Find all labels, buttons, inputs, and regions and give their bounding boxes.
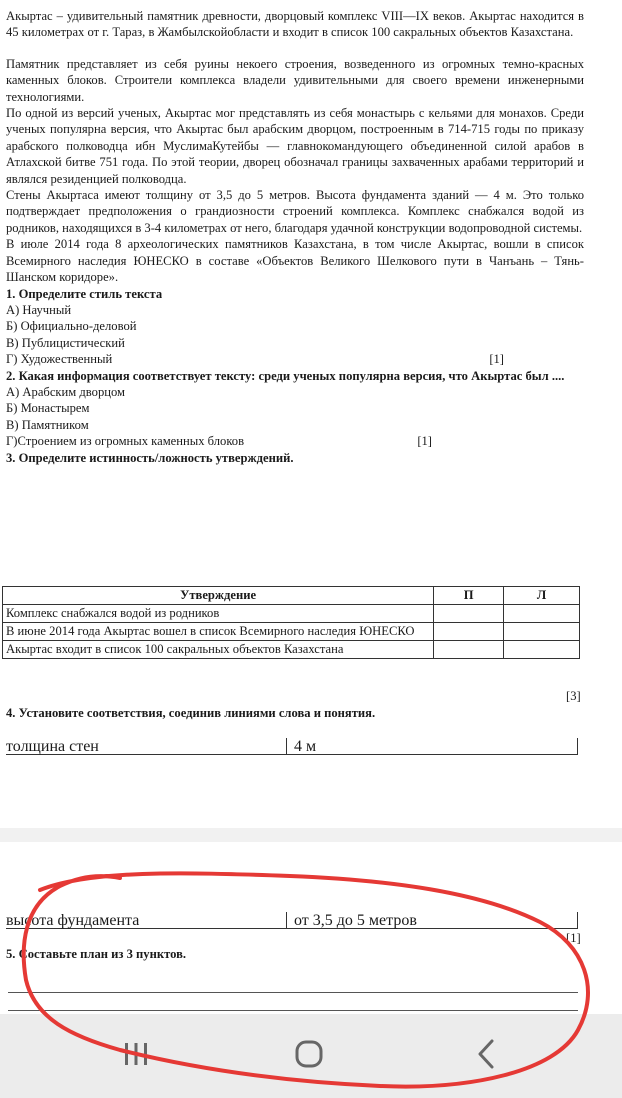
match-row-1 (6, 738, 578, 755)
table-row (3, 605, 580, 623)
match-row-2 (6, 912, 578, 929)
match-row-end (577, 912, 578, 928)
q1-option-c: В) Публицистический (6, 335, 125, 350)
q2-option-d: Г)Строением из огромных каменных блоков (6, 434, 245, 449)
plan-answer-line (8, 992, 578, 993)
home-icon (293, 1038, 325, 1070)
q1-option-a: А) Научный (6, 302, 72, 317)
header-statement: Утверждение (3, 587, 434, 605)
recents-button[interactable] (106, 1034, 166, 1074)
q1-last-row (6, 351, 584, 367)
true-false-table (2, 586, 580, 659)
header-false: Л (504, 587, 580, 605)
q2-last-row (6, 433, 584, 449)
question-4-title: 4. Установите соответствия, соединив линиями слова и понятия. (6, 706, 376, 720)
match-row-end (577, 738, 578, 754)
android-nav-bar (0, 1014, 622, 1098)
question-2-title: 2. Какая информация соответствует тексту: среди ученых популярна версия, что Акыртас был .... (6, 368, 565, 383)
statement-cell: В июне 2014 года Акыртас вошел в список Всемирного наследия ЮНЕСКО (3, 623, 434, 641)
table-row (3, 641, 580, 659)
match-right-2: от 3,5 до 5 метров (294, 912, 417, 929)
paragraph-1: Акыртас – удивительный памятник древности, дворцовый комплекс VIII—IX веков. Акыртас находится в 45 километрах от г. Тараз, в Жамбылскойобласти и входит в список 100 сакральных объектов Казахстана. (6, 9, 584, 40)
page-break-band (0, 828, 622, 842)
match-left-2: высота фундамента (6, 912, 140, 929)
back-icon (474, 1038, 498, 1070)
paragraph-3: По одной из версий ученых, Акыртас мог представлять из себя монастырь с кельями для монахов. Среди ученых популярна версия, что Акыртас был арабским дворцом, построенным в 714-715 годы по приказу арабского полководца ибн МуслимаКутейбы — главнокомандующего объединенной силой арабов в Атлахской битве 751 года. По этой теории, дворец обозначал границы захваченных арабами территорий и являлся резиденцией полководца. (6, 106, 584, 186)
paragraph-5: В июле 2014 года 8 археологических памятников Казахстана, в том числе Акыртас, вошли в список Всемирного наследия ЮНЕСКО в составе «Объектов Великого Шелкового пути в Чанъань – Тянь-Шанском коридоре». (6, 237, 584, 285)
home-button[interactable] (279, 1034, 339, 1074)
header-true: П (434, 587, 504, 605)
true-cell (434, 641, 504, 659)
q1-option-d: Г) Художественный (6, 352, 113, 367)
question-1-title: 1. Определите стиль текста (6, 286, 163, 301)
q2-option-b: Б) Монастырем (6, 401, 90, 416)
q3-mark: [3] (566, 689, 581, 703)
q2-option-c: В) Памятником (6, 417, 89, 432)
table-header-row (3, 587, 580, 605)
false-cell (504, 605, 580, 623)
q1-mark: [1] (489, 352, 504, 367)
q2-mark: [1] (417, 434, 432, 449)
match-divider (286, 912, 287, 928)
match-left-1: толщина стен (6, 738, 99, 755)
q2-option-a: А) Арабским дворцом (6, 384, 126, 399)
paragraph-2: Памятник представляет из себя руины некоего строения, возведенного из огромных темно-красных каменных блоков. Строители комплекса владели удивительными для своего времени инженерными технологиями. (6, 56, 584, 104)
question-3-title: 3. Определите истинность/ложность утверждений. (6, 450, 294, 465)
back-button[interactable] (456, 1034, 516, 1074)
plan-answer-line (8, 1010, 578, 1011)
paragraph-4: Стены Акыртаса имеют толщину от 3,5 до 5 метров. Высота фундамента зданий — 4 м. Это только подтверждает предположения о грандиозности строений комплекса. Комплекс снабжался водой из родников, находящихся в 3-4 километрах от него, благодаря удачной конструкции водопроводной системы. (6, 188, 584, 235)
statement-cell: Акыртас входит в список 100 сакральных объектов Казахстана (3, 641, 434, 659)
true-cell (434, 605, 504, 623)
statement-cell: Комплекс снабжался водой из родников (3, 605, 434, 623)
table-row (3, 623, 580, 641)
page-break-gap (0, 768, 622, 828)
question-5-title: 5. Составьте план из 3 пунктов. (6, 947, 187, 961)
match-right-1: 4 м (294, 738, 317, 755)
q4-mark: [1] (566, 931, 581, 945)
recents-icon (121, 1041, 151, 1067)
match-divider (286, 738, 287, 754)
q1-option-b: Б) Официально-деловой (6, 319, 137, 334)
false-cell (504, 623, 580, 641)
false-cell (504, 641, 580, 659)
document-body (6, 8, 584, 466)
true-cell (434, 623, 504, 641)
